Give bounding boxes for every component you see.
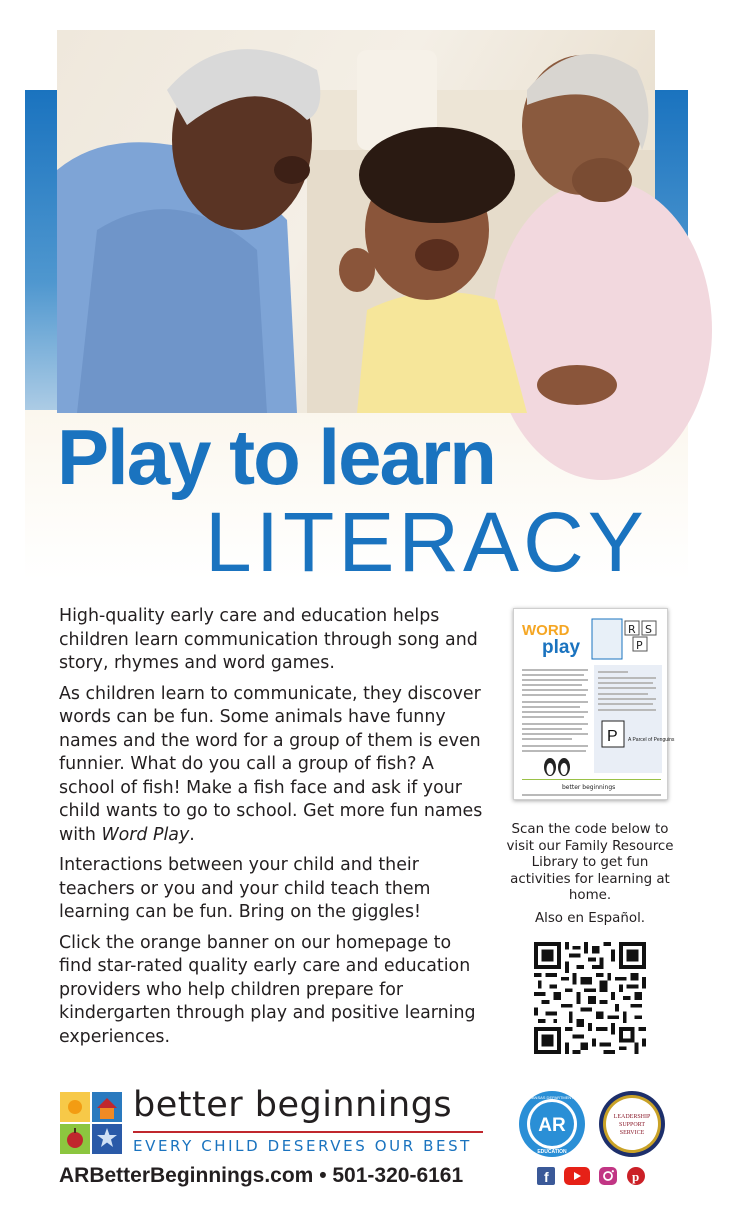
word-play-title: Word Play <box>101 824 190 845</box>
seal-lss-line1: LEADERSHIP <box>613 1114 651 1120</box>
youtube-icon[interactable] <box>563 1167 591 1185</box>
headline-primary: Play to learn <box>57 413 495 501</box>
seal-education-top: ARKANSAS DEPARTMENT OF <box>523 1095 581 1100</box>
hero-photo <box>57 30 655 413</box>
handout-card-letter: P <box>607 728 618 745</box>
seal-ar-mark: AR <box>538 1115 566 1136</box>
scan-text: Scan the code below to visit our Family Resource Library to get fun activities for learning at home. <box>506 822 674 903</box>
body-paragraph-2-text: As children learn to communicate, they discover words can be fun. Some animals have funny names and the word for a group of them is even funnier. What do you call a group of fish? A school of fish! Make a fish face and ask if your child wants to go to school. Get more fun names with <box>59 683 483 845</box>
handout-footer-logo: better beginnings <box>562 784 616 791</box>
leadership-support-service-seal <box>598 1090 666 1158</box>
pinterest-icon[interactable] <box>626 1167 646 1185</box>
scan-instructions <box>500 822 680 927</box>
handout-title-word: WORD <box>522 622 570 639</box>
apple-icon <box>67 1132 83 1148</box>
handout-title-play: play <box>542 637 581 658</box>
svg-text:p: p <box>632 1169 640 1184</box>
seal-education-bottom: EDUCATION <box>537 1149 567 1155</box>
instagram-icon[interactable] <box>598 1167 618 1185</box>
sun-icon <box>68 1100 82 1114</box>
handout-side-panel <box>594 665 662 773</box>
qr-code[interactable] <box>534 942 646 1054</box>
seal-lss-line3: SERVICE <box>619 1130 645 1136</box>
brand-divider <box>133 1131 483 1133</box>
handout-text-lines <box>522 669 588 752</box>
word-play-handout[interactable] <box>513 608 675 800</box>
handout-card-caption: A Parcel of Penguins <box>628 737 675 743</box>
body-paragraph-4: Click the orange banner on our homepage to find star-rated quality early care and education providers who help children prepare for kindergarten through play and positive learning experiences. <box>59 932 476 1047</box>
espanol-note: Also en Español. <box>534 910 646 926</box>
body-paragraph-2 <box>59 683 489 848</box>
body-paragraph-1: High-quality early care and education helps children learn communication through song and story, rhymes and word games. <box>59 606 478 673</box>
svg-text:f: f <box>544 1169 549 1185</box>
handout-tile-1: R <box>628 623 636 636</box>
brand-tagline: EVERY CHILD DESERVES OUR BEST <box>133 1137 472 1155</box>
seal-lss-line2: SUPPORT <box>619 1122 645 1128</box>
handout-tile-3: P <box>636 639 643 652</box>
body-copy <box>59 605 489 1056</box>
headline-secondary: LITERACY <box>205 495 648 589</box>
facebook-icon[interactable] <box>536 1167 556 1185</box>
handout-tile-2: S <box>645 623 652 636</box>
better-beginnings-logo <box>60 1092 122 1154</box>
handout-subtitle-box <box>592 619 622 659</box>
contact-line[interactable]: ARBetterBeginnings.com • 501-320-6161 <box>59 1164 464 1187</box>
brand-name: better beginnings <box>133 1085 453 1125</box>
arkansas-education-seal <box>518 1090 586 1158</box>
body-paragraph-3: Interactions between your child and their teachers or you and your child teach them learning can be fun. Bring on the giggles! <box>59 855 431 922</box>
body-paragraph-2-end: . <box>189 824 195 845</box>
